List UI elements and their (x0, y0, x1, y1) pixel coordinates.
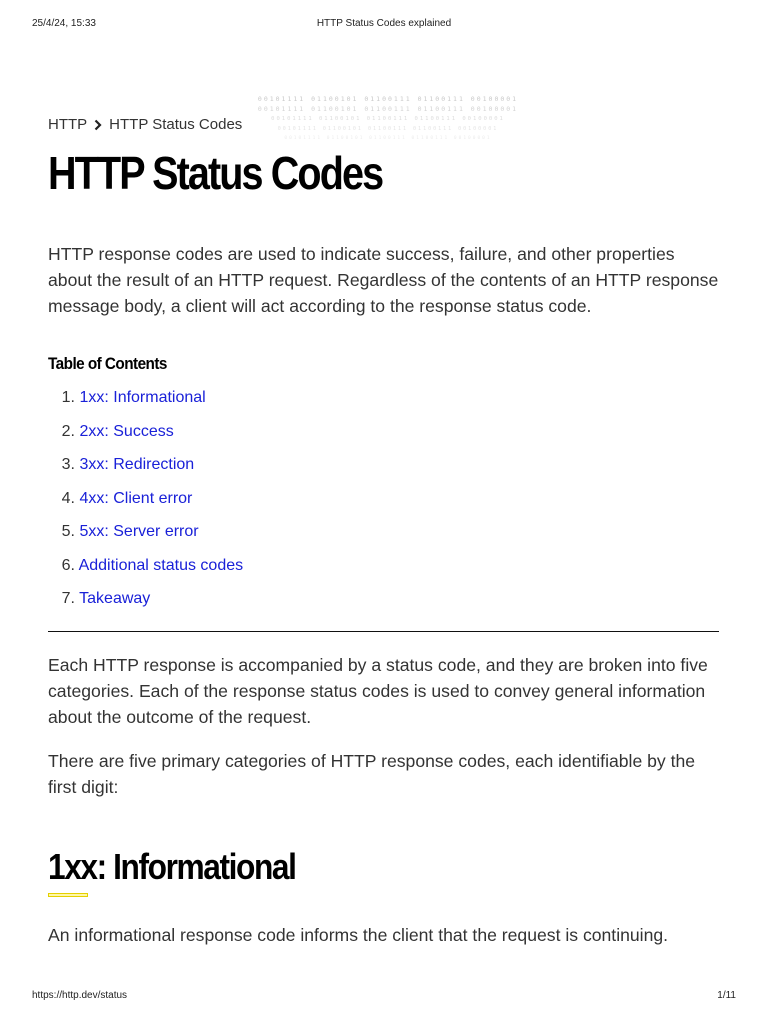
toc-link-informational[interactable]: 1xx: Informational (79, 389, 206, 406)
toc-item-number: 2 . (48, 422, 75, 442)
print-header (32, 18, 736, 32)
chevron-right-icon (87, 116, 109, 133)
toc-item (48, 388, 243, 422)
toc-item-number: 4 . (48, 489, 75, 509)
binary-line: 00101111 01100101 01100111 01100111 00100001 (284, 136, 492, 141)
breadcrumb-item-current[interactable]: HTTP Status Codes (109, 116, 243, 133)
toc-item (48, 489, 243, 523)
toc-link-success[interactable]: 2xx: Success (79, 422, 174, 440)
toc-item (48, 522, 243, 556)
breadcrumb-item-http[interactable]: HTTP (48, 116, 88, 133)
print-datetime: 25/4/24, 15:33 (32, 18, 96, 29)
binary-line: 00101111 01100101 01100111 01100111 00100001 (271, 116, 505, 122)
breadcrumb (48, 116, 242, 133)
toc-item-number: 5 . (48, 522, 75, 542)
print-footer (32, 990, 736, 1004)
toc-link-server-error[interactable]: 5xx: Server error (79, 523, 199, 540)
toc-link-takeaway[interactable]: Takeaway (79, 590, 151, 607)
page-title: HTTP Status Codes (48, 147, 383, 199)
print-document-title: HTTP Status Codes explained (316, 18, 452, 29)
toc-item (48, 422, 243, 456)
toc-item-number: 1 . (48, 388, 75, 408)
paragraph: There are five primary categories of HTTP response codes, each identifiable by the first digit: (48, 751, 696, 797)
toc-heading: Table of Contents (48, 354, 167, 373)
binary-decoration (218, 94, 558, 144)
toc-item (48, 589, 243, 623)
toc-item (48, 455, 243, 489)
divider (48, 631, 719, 632)
toc-link-additional-codes[interactable]: Additional status codes (78, 556, 244, 574)
toc-link-client-error[interactable]: 4xx: Client error (79, 489, 193, 507)
toc-link-redirection[interactable]: 3xx: Redirection (79, 456, 195, 473)
binary-line: 00101111 01100101 01100111 01100111 00100001 (257, 95, 519, 103)
binary-line: 00101111 01100101 01100111 01100111 00100001 (277, 126, 499, 132)
table-of-contents (48, 388, 243, 623)
toc-item-number: 3 . (48, 455, 75, 475)
section-paragraph: An informational response code informs the client that the request is continuing. (48, 925, 669, 945)
toc-item-number: 7 . (48, 589, 75, 609)
binary-line: 00101111 01100101 01100111 01100111 00100001 (257, 105, 519, 113)
intro-paragraph: HTTP response codes are used to indicate success, failure, and other properties about the result of an HTTP request. Regardless of the contents of an HTTP response message body, a client will act according to the response status code. (48, 244, 719, 316)
paragraph: Each HTTP response is accompanied by a status code, and they are broken into five categories. Each of the response status codes is used to convey general information about the outcome of the request. (48, 655, 708, 727)
print-url: https://http.dev/status (32, 990, 128, 1001)
print-page-number: 1/11 (717, 990, 736, 1001)
section-title-underline (48, 893, 88, 897)
section-title-informational: 1xx: Informational (48, 846, 296, 887)
toc-item-number: 6 . (48, 556, 75, 576)
toc-item (48, 556, 243, 590)
